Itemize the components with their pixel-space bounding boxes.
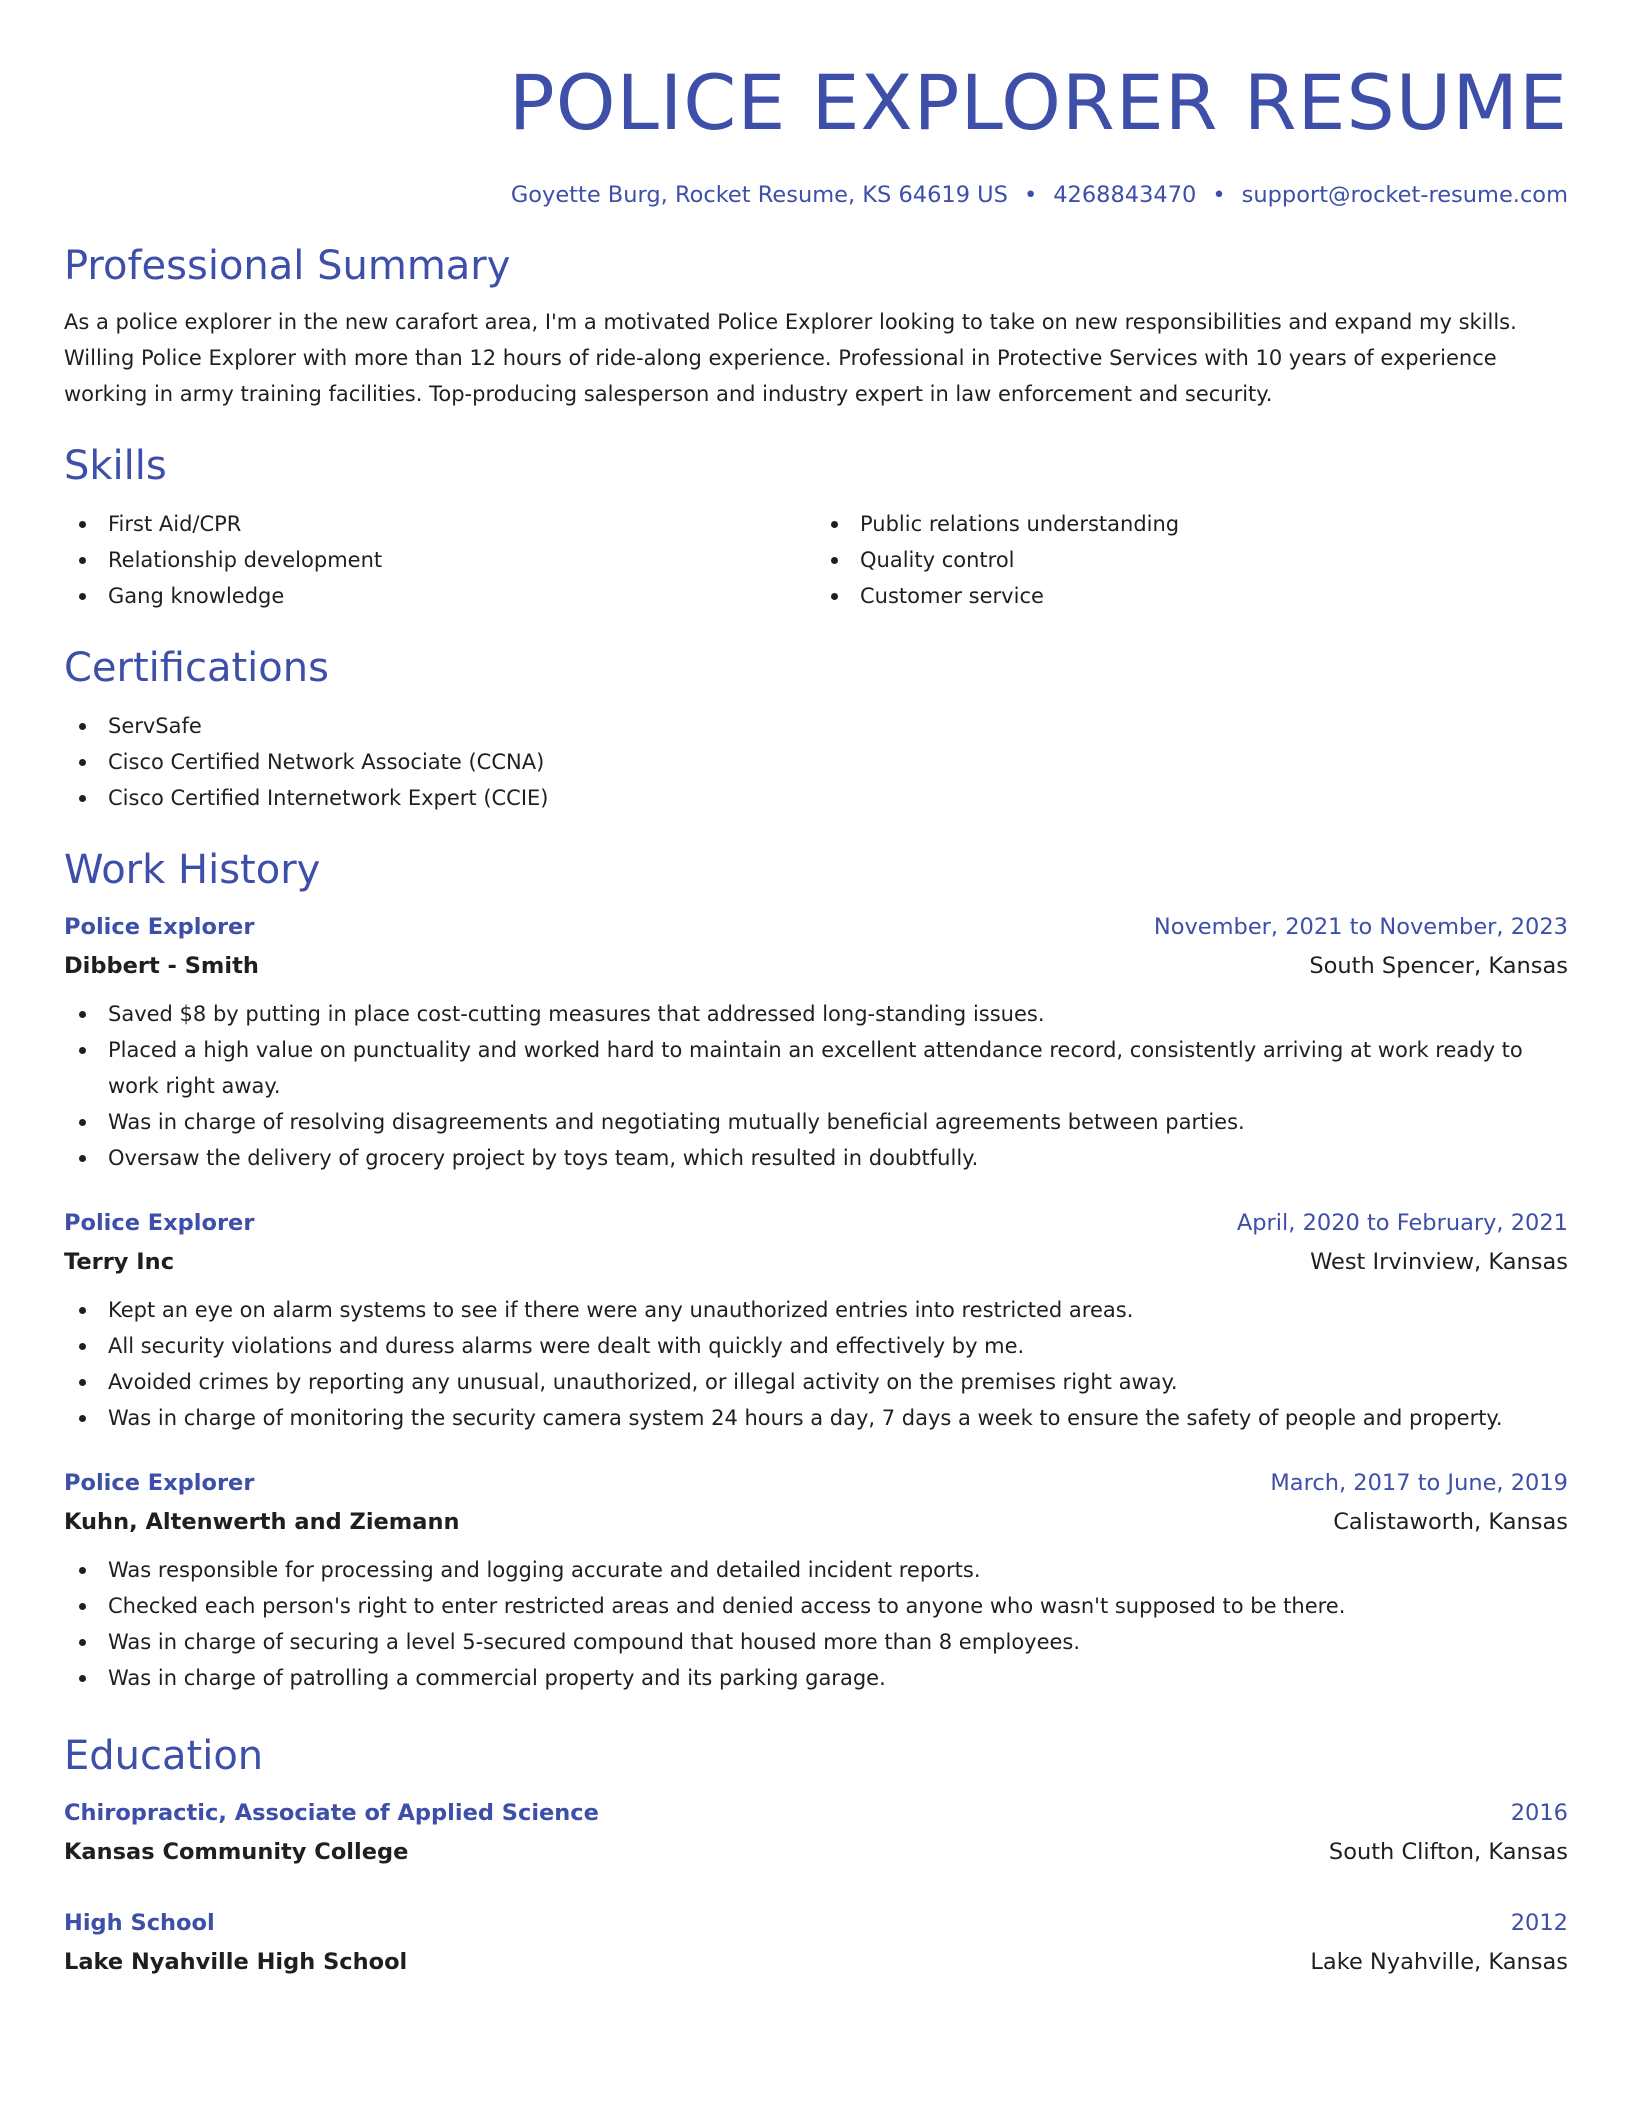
job-company-row — [64, 1502, 1568, 1542]
education-school-row — [64, 1942, 1568, 1982]
job-bullets — [64, 1292, 1568, 1436]
skill-item: Gang knowledge — [64, 578, 816, 614]
education-year: 2016 — [1510, 1800, 1568, 1826]
job-company: Terry Inc — [64, 1249, 175, 1275]
job-bullet: Was in charge of securing a level 5-secured compound that housed more than 8 employees. — [64, 1624, 1568, 1660]
job-entry — [64, 1464, 1568, 1696]
contact-phone: 4268843470 — [1053, 182, 1197, 208]
contact-separator: • — [1023, 182, 1038, 208]
certifications-heading: Certifications — [64, 645, 329, 691]
education-degree: High School — [64, 1910, 215, 1936]
job-bullet: Was responsible for processing and logging accurate and detailed incident reports. — [64, 1552, 1568, 1588]
job-bullet: Saved $8 by putting in place cost-cutting measures that addressed long-standing issues. — [64, 996, 1568, 1032]
education-school: Kansas Community College — [64, 1839, 409, 1865]
job-bullet: Kept an eye on alarm systems to see if there were any unauthorized entries into restricted areas. — [64, 1292, 1568, 1328]
resume-title: POLICE EXPLORER RESUME — [508, 58, 1568, 147]
certification-item: Cisco Certified Internetwork Expert (CCIE) — [64, 780, 1568, 816]
job-title: Police Explorer — [64, 1470, 255, 1496]
job-location: West Irvinview, Kansas — [1310, 1249, 1568, 1275]
certifications-list — [64, 708, 1568, 816]
summary-heading: Professional Summary — [64, 243, 511, 289]
contact-email[interactable]: support@rocket-resume.com — [1241, 182, 1568, 208]
education-header-row — [64, 1904, 1568, 1942]
job-bullet: All security violations and duress alarms were dealt with quickly and effectively by me. — [64, 1328, 1568, 1364]
education-entry — [64, 1794, 1568, 1872]
education-year: 2012 — [1510, 1910, 1568, 1936]
job-location: South Spencer, Kansas — [1309, 953, 1568, 979]
job-bullet: Avoided crimes by reporting any unusual, unauthorized, or illegal activity on the premises right away. — [64, 1364, 1568, 1400]
job-bullet: Was in charge of patrolling a commercial property and its parking garage. — [64, 1660, 1568, 1696]
job-header-row — [64, 1464, 1568, 1502]
skills-columns — [64, 506, 1568, 614]
skills-list-left — [64, 506, 816, 614]
job-entry — [64, 908, 1568, 1176]
skills-heading: Skills — [64, 443, 167, 489]
skill-item: Quality control — [816, 542, 1568, 578]
skill-item: Customer service — [816, 578, 1568, 614]
job-bullet: Was in charge of monitoring the security camera system 24 hours a day, 7 days a week to ensure the safety of people and property. — [64, 1400, 1568, 1436]
job-title: Police Explorer — [64, 1210, 255, 1236]
contact-line — [64, 180, 1568, 210]
job-bullet: Checked each person's right to enter restricted areas and denied access to anyone who wasn't supposed to be there. — [64, 1588, 1568, 1624]
job-bullets — [64, 996, 1568, 1176]
job-company: Kuhn, Altenwerth and Ziemann — [64, 1509, 460, 1535]
education-header-row — [64, 1794, 1568, 1832]
education-location: South Clifton, Kansas — [1328, 1839, 1568, 1865]
education-location: Lake Nyahville, Kansas — [1310, 1949, 1568, 1975]
certification-item: ServSafe — [64, 708, 1568, 744]
skill-item: First Aid/CPR — [64, 506, 816, 542]
skill-item: Public relations understanding — [816, 506, 1568, 542]
job-bullet: Placed a high value on punctuality and worked hard to maintain an excellent attendance record, consistently arriving at work ready to work right away. — [64, 1032, 1568, 1104]
summary-text: As a police explorer in the new carafort area, I'm a motivated Police Explorer looking to take on new responsibilities and expand my skills. Willing Police Explorer with more than 12 hours of ride-along experience. Professional in Protective Services with 10 years of experience working in army training facilities. Top-producing salesperson and industry expert in law enforcement and security. — [64, 310, 1517, 406]
skill-item: Relationship development — [64, 542, 816, 578]
skills-list-right — [816, 506, 1568, 614]
job-header-row — [64, 1204, 1568, 1242]
job-dates: April, 2020 to February, 2021 — [1236, 1210, 1568, 1236]
job-title: Police Explorer — [64, 914, 255, 940]
skills-column-right — [816, 506, 1568, 614]
contact-separator: • — [1212, 182, 1226, 208]
job-company-row — [64, 946, 1568, 986]
work-history-heading: Work History — [64, 847, 321, 893]
skills-column-left — [64, 506, 816, 614]
contact-address: Goyette Burg, Rocket Resume, KS 64619 US — [510, 182, 1008, 208]
education-entry — [64, 1904, 1568, 1982]
job-company-row — [64, 1242, 1568, 1282]
education-school: Lake Nyahville High School — [64, 1949, 408, 1975]
education-heading: Education — [64, 1733, 264, 1779]
job-bullets — [64, 1552, 1568, 1696]
job-bullet: Oversaw the delivery of grocery project by toys team, which resulted in doubtfully. — [64, 1140, 1568, 1176]
certification-item: Cisco Certified Network Associate (CCNA) — [64, 744, 1568, 780]
education-degree: Chiropractic, Associate of Applied Science — [64, 1800, 599, 1826]
job-company: Dibbert - Smith — [64, 953, 259, 979]
job-header-row — [64, 908, 1568, 946]
job-dates: November, 2021 to November, 2023 — [1153, 914, 1568, 940]
job-location: Calistaworth, Kansas — [1333, 1509, 1568, 1535]
job-dates: March, 2017 to June, 2019 — [1270, 1470, 1568, 1496]
job-entry — [64, 1204, 1568, 1436]
job-bullet: Was in charge of resolving disagreements and negotiating mutually beneficial agreements between parties. — [64, 1104, 1568, 1140]
education-school-row — [64, 1832, 1568, 1872]
